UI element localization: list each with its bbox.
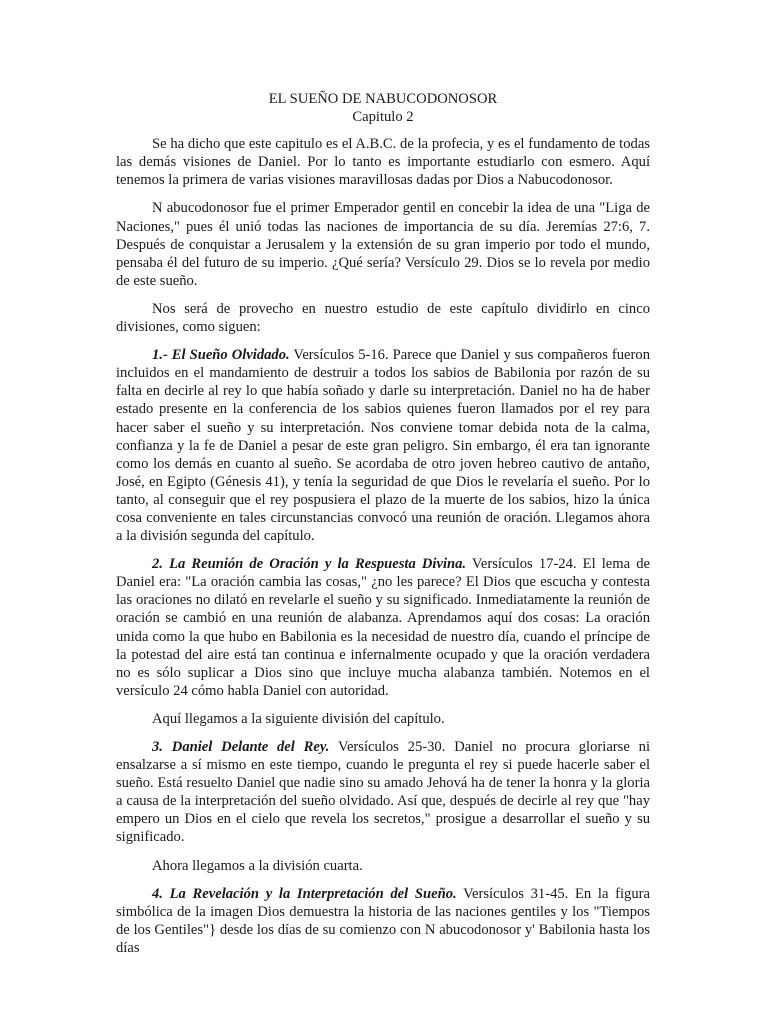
section-heading: 3. Daniel Delante del Rey. <box>152 739 330 755</box>
paragraph-text: Se ha dicho que este capitulo es el A.B.C. de la profecia, y es el fundamento de todas las demás visiones de Daniel. Por lo tanto es importante estudiarlo con esmero. Aquí tenemos la primera de varias visiones maravillosas dadas por Dios a Nabucodonosor. <box>116 136 650 189</box>
paragraph-text: Nos será de provecho en nuestro estudio de este capítulo dividirlo en cinco divisiones, como siguen: <box>116 300 650 336</box>
chapter-subtitle: Capitulo 2 <box>352 109 414 126</box>
paragraph-text: N abucodonosor fue el primer Emperador gentil en concebir la idea de una "Liga de Naciones," pues él unió todas las naciones de importancia de su día. Jeremías 27:6, 7. Después de conquistar a Jerusalem y la extensión de su gran imperio por todo el mundo, pensaba él del futuro de su imperio. ¿Qué sería? Versículo 29. Dios se lo revela por medio de este sueño. <box>116 200 650 289</box>
paragraph-transition-3 <box>116 710 650 728</box>
section-heading: 2. La Reunión de Oración y la Respuesta Divina. <box>152 556 467 573</box>
paragraph-division-2 <box>116 555 650 700</box>
paragraph-nabucodonosor <box>116 199 650 289</box>
paragraph-text: Ahora llegamos a la división cuarta. <box>152 857 363 874</box>
section-heading: 1.- El Sueño Olvidado. <box>152 347 290 364</box>
document-page <box>116 90 650 967</box>
paragraph-text: Versículos 17-24. El lema de Daniel era: "La oración cambia las cosas," ¿no les parece? El Dios que escucha y contesta las oraciones no dilató en revelarle el sueño y su significado. Inmediatamente la reunión de oración se cambió en una reunión de alabanza. Aprendamos aquí dos cosas: La oración unida como la que hubo en Babilonia es la necesidad de nuestro día, cuando el príncipe de la potestad del aire está tan continua e infernalmente ocupado y que la oración verdadera no es sólo suplicar a Dios sino que incluye mucha alabanza también. Notemos en el versículo 24 cómo habla Daniel con autoridad. <box>116 556 650 699</box>
section-heading: 4. La Revelación y la Interpretación del Sueño. <box>152 885 457 902</box>
paragraph-text: Versículos 5-16. Parece que Daniel y sus compañeros fueron incluidos en el mandamiento de destruir a todos los sabios de Babilonia por razón de su falta en decirle al rey lo que había soñado y darle su interpretación. Daniel no ha de haber estado presente en la conferencia de los sabios quienes fueron llamados por el rey para hacer saber el sueño y su interpretación. Nos conviene tomar debida nota de la calma, confianza y la fe de Daniel a pesar de este gran peligro. Sin embargo, él era tan ignorante como los demás en cuanto al sueño. Se acordaba de otro joven hebreo cautivo de antaño, José, en Egipto (Génesis 41), y tenía la seguridad de que Dios le revelaría el sueño. Por lo tanto, al conseguir que el rey pospusiera el plazo de la muerte de los sabios, hizo la única cosa conveniente en tales circunstancias convocó una reunión de oración. Llegamos ahora a la división segunda del capítulo. <box>116 347 650 545</box>
paragraph-division-3 <box>116 738 650 847</box>
paragraph-division-1 <box>116 346 650 545</box>
paragraph-text: Versículos 31-45. En la figura simbólica de la imagen Dios demuestra la historia de las naciones gentiles y los "Tiempos de los Gentiles"} desde los días de su comienzo con N abucodonosor y' Babilonia hasta los días <box>116 885 650 956</box>
paragraph-text: Aquí llegamos a la siguiente división del capítulo. <box>152 710 445 727</box>
paragraph-intro <box>116 135 650 189</box>
document-title: EL SUEÑO DE NABUCODONOSOR <box>268 91 498 107</box>
paragraph-division-4 <box>116 885 650 957</box>
paragraph-divisions <box>116 300 650 336</box>
paragraph-transition-4 <box>116 857 650 875</box>
paragraph-text: Versículos 25-30. Daniel no procura gloriarse ni ensalzarse a sí mismo en este tiempo, cuando le pregunta el rey si puede hacerle saber el sueño. Está resuelto Daniel que nadie sino su amado Jehová ha de tener la honra y la gloria a causa de la interpretación del sueño olvidado. Así que, después de decirle al rey que "hay empero un Dios en el cielo que revela los secretos," prosigue a desarrollar el sueño y su significado. <box>116 739 650 846</box>
